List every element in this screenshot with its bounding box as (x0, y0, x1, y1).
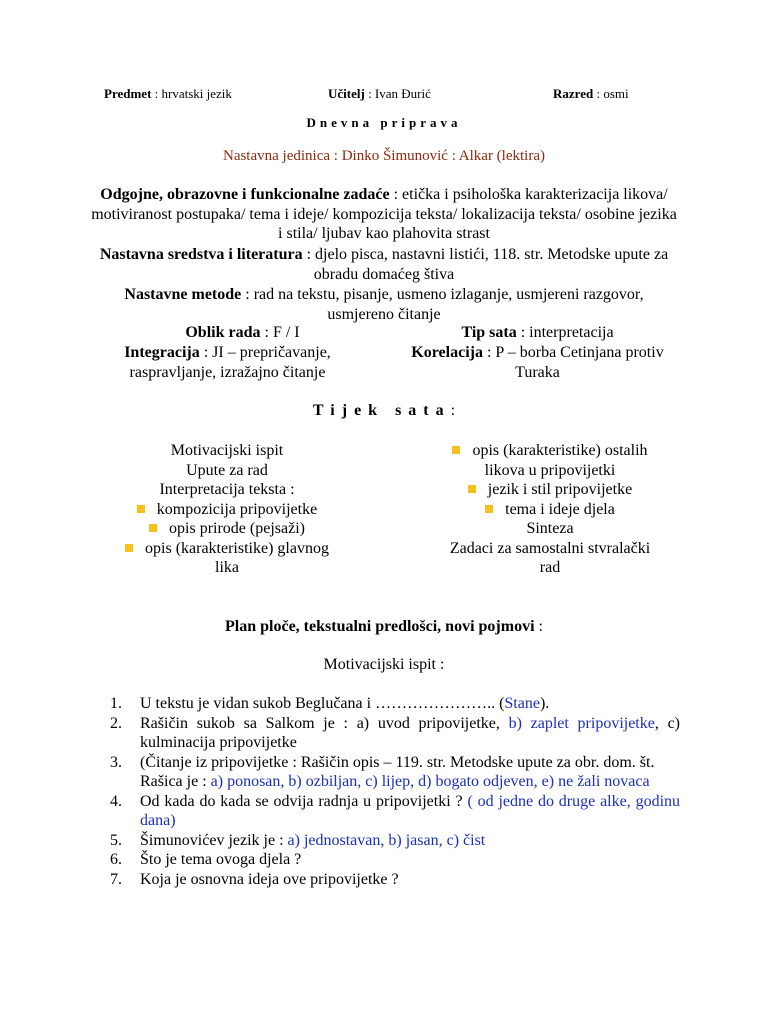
lesson-flow-left (92, 441, 362, 578)
flow-bullet-item (92, 519, 362, 539)
plan-heading (0, 618, 768, 636)
question-number: 7. (110, 870, 122, 888)
razred-value: : osmi (593, 86, 629, 101)
flow-item: Zadaci za samostalni stvralački (449, 539, 651, 557)
list-item (110, 870, 680, 890)
flow-bullet-item (92, 500, 362, 520)
header-ucitelj (328, 86, 431, 102)
bullet-icon (125, 544, 133, 552)
question-text: (Čitanje iz pripovijetke : Rašičin opis – 119. str. Metodske upute za obr. dom. št. (140, 753, 655, 771)
predmet-label: Predmet (104, 86, 152, 101)
flow-bullet-text: opis (karakteristike) glavnog (145, 539, 329, 557)
flow-item: Sinteza (526, 520, 574, 537)
zadace-label: Odgojne, obrazovne i funkcionalne zadaće (100, 186, 390, 203)
flow-bullet-item (415, 480, 685, 500)
sredstva-block (90, 245, 678, 284)
metode-label: Nastavne metode (124, 286, 242, 303)
flow-item: Upute za rad (186, 461, 268, 479)
oblik-text: : F / I (260, 324, 300, 341)
question-text-end: , c) kulminacija pripovijetke (140, 714, 681, 751)
question-answer: ( od jedne do druge alke, godinu dana) (140, 792, 681, 829)
metode-text: : rad na tekstu, pisanje, usmeno izlaganje, usmjereni razgovor, usmjereno čitanje (241, 286, 644, 323)
integracija-text: : JI – prepričavanje, raspravljanje, izražajno čitanje (129, 344, 331, 381)
sredstva-text: : djelo pisca, nastavni listići, 118. str. Metodske upute za obradu domaćeg štiva (302, 246, 669, 283)
question-number: 3. (110, 753, 122, 771)
tip-text: : interpretacija (516, 324, 614, 341)
question-subtext: Rašica je : (140, 773, 211, 790)
question-answer: a) jednostavan, b) jasan, c) čist (287, 831, 486, 849)
question-answer: a) ponosan, b) ozbiljan, c) lijep, d) bogato odjeven, e) ne žali novaca (210, 773, 650, 790)
lesson-flow-right (415, 441, 685, 578)
list-item (110, 831, 680, 851)
plan-label: Plan ploče, tekstualni predlošci, novi pojmovi (225, 618, 535, 635)
list-item (110, 850, 680, 870)
list-item (110, 694, 680, 714)
tijek-colon: : (450, 402, 456, 419)
question-text: U tekstu je vidan sukob Beglučana i ………………….. ( (140, 695, 505, 712)
bullet-icon (468, 485, 476, 493)
question-text-end: ). (539, 695, 550, 712)
oblik-rada (110, 323, 375, 343)
razred-label: Razred (553, 86, 594, 101)
zadace-block (90, 185, 678, 244)
question-text: Rašičin sukob sa Salkom je : a) uvod pripovijetke, (140, 714, 509, 732)
predmet-value: : hrvatski jezik (151, 86, 232, 101)
flow-bullet-item (415, 441, 685, 461)
flow-item: rad (539, 559, 561, 576)
question-text: Od kada do kada se odvija radnja u pripovijetki ? (140, 792, 468, 810)
motivacijski-heading: Motivacijski ispit : (323, 656, 445, 673)
korelacija-text: : P – borba Cetinjana protiv Turaka (482, 344, 664, 381)
oblik-label: Oblik rada (185, 324, 261, 341)
metode-block (90, 285, 678, 324)
question-text: Koja je osnovna ideja ove pripovijetke ? (140, 870, 399, 888)
tip-sata (405, 323, 670, 343)
list-item (110, 714, 680, 753)
bullet-icon (452, 446, 460, 454)
plan-colon: : (534, 618, 543, 635)
document-title: Dnevna priprava (306, 115, 462, 130)
bullet-icon (137, 505, 145, 513)
question-number: 2. (110, 714, 122, 732)
integracija (95, 343, 360, 382)
flow-bullet-text: opis (karakteristike) ostalih (472, 442, 648, 459)
tijek-label: Tijek sata (312, 402, 451, 419)
bullet-icon (149, 524, 157, 532)
korelacija-label: Korelacija (411, 344, 483, 361)
flow-item: likova u pripovijetki (484, 461, 616, 479)
flow-bullet-text: tema i ideje djela (505, 500, 615, 518)
korelacija (405, 343, 670, 382)
flow-bullet-text: jezik i stil pripovijetke (487, 481, 633, 498)
question-number: 6. (110, 851, 122, 868)
bullet-icon (485, 505, 493, 513)
flow-item: lika (215, 559, 239, 576)
zadace-text: : etička i psihološka karakterizacija likova/ motiviranost postupaka/ tema i ideje/ kompozicija teksta/ lokalizacija teksta/ osobine jezika i stila/ ljubav kao plahovita strast (91, 186, 677, 242)
list-item (110, 753, 680, 792)
flow-bullet-text: opis prirode (pejsaži) (169, 520, 305, 537)
question-text: Što je tema ovoga djela ? (140, 851, 302, 868)
question-answer: b) zaplet pripovijetke (508, 714, 655, 732)
question-number: 5. (110, 831, 122, 849)
question-list (110, 694, 680, 889)
flow-item: Interpretacija teksta : (159, 481, 295, 498)
question-answer: Stane (504, 695, 540, 712)
question-text: Šimunovićev jezik je : (140, 831, 288, 849)
header-predmet (104, 86, 232, 102)
integracija-label: Integracija (124, 344, 200, 361)
tijek-sata-heading (0, 402, 768, 420)
flow-bullet-item (92, 539, 362, 559)
question-number: 4. (110, 792, 122, 810)
tip-label: Tip sata (461, 324, 517, 341)
question-number: 1. (110, 695, 122, 712)
flow-item: Motivacijski ispit (170, 442, 284, 459)
ucitelj-label: Učitelj (328, 86, 365, 101)
flow-bullet-item (415, 500, 685, 520)
list-item (110, 792, 680, 831)
header-razred (553, 86, 629, 102)
flow-bullet-text: kompozicija pripovijetke (156, 500, 318, 518)
ucitelj-value: : Ivan Đurić (364, 86, 431, 101)
sredstva-label: Nastavna sredstva i literatura (99, 246, 303, 263)
nastavna-jedinica: Nastavna jedinica : Dinko Šimunović : Alkar (lektira) (222, 148, 545, 164)
